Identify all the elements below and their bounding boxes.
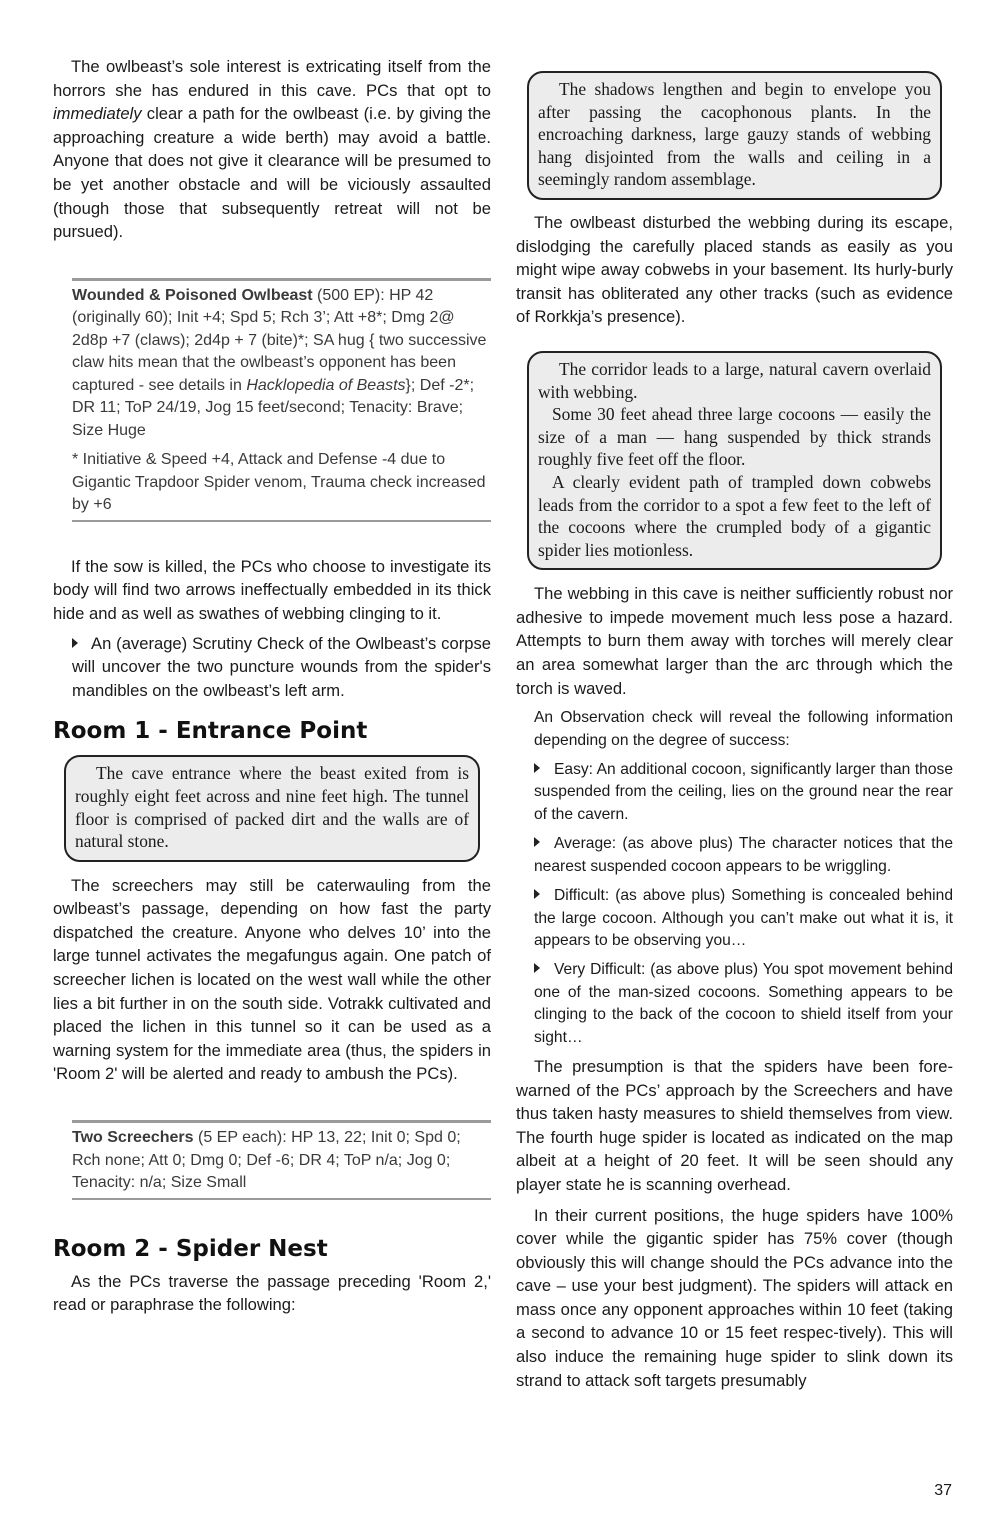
- check-very-difficult: Very Difficult: (as above plus) You spot movement behind one of the man-sized cocoons. Something appears to be clinging to the back of the cocoon to shield itself from your sight…: [534, 961, 953, 1046]
- positions-paragraph: In their current positions, the huge spiders have 100% cover while the gigantic spider has 75% cover (though obviously this will change should the PCs advance into the cave – use your best judgment). The spiders will attack en mass once any opponent approaches within 10 feet (taking a second to advance 10 or 15 feet respec-tively). This will also induce the remaining huge spider to slink down its strand to attack soft targets presumably: [516, 1205, 953, 1390]
- bullet-triangle-icon: [72, 638, 78, 648]
- scrutiny-bullet: An (average) Scrutiny Check of the Owlbeast’s corpse will uncover the two puncture wounds from the spider's mandibles on the owlbeast’s left arm.: [72, 633, 491, 700]
- owlbeast-note: * Initiative & Speed +4, Attack and Defense -4 due to Gigantic Trapdoor Spider venom, Trauma check increased by +6: [72, 451, 486, 514]
- bullet-triangle-icon: [534, 837, 540, 847]
- left-column: [53, 55, 491, 1317]
- check-easy: Easy: An additional cocoon, significantly larger than those suspended from the ceiling, lies on the ground near the rear of the cavern.: [534, 761, 953, 823]
- page-number: 37: [934, 1482, 952, 1499]
- room1-readaloud-box: [64, 755, 480, 861]
- owlbeast-statblock: [72, 278, 491, 522]
- webbing-paragraph: The webbing in this cave is neither sufficiently robust nor adhesive to impede movement much less pose a hazard. Attempts to burn them away with torches will merely clear an area somewhat larger than the arc through which the torch is waved.: [516, 584, 953, 698]
- presumption-paragraph: The presumption is that the spiders have been fore-warned of the PCs’ approach by the Screechers and have thus taken hasty measures to shield themselves from view. The fourth huge spider is located as indicated on the map albeit at a height of 20 feet. It will be seen should any player state he is scanning overhead.: [516, 1056, 953, 1194]
- shadows-readaloud-text: The shadows lengthen and begin to envelope you after passing the cacophonous plants. In the encroaching darkness, large gauzy stands of webbing hang disjointed from the walls and ceiling in a seemingly random assemblage.: [538, 79, 931, 190]
- intro-paragraph: The owlbeast’s sole interest is extricating itself from the horrors she has endured in this cave. PCs that opt to immediately clear a path for the owlbeast (i.e. by giving the approaching creature a wide berth) may avoid a battle. Anyone that does not give it clearance will be presumed to be yet another obstacle and will be viciously assaulted (though those that subsequently retreat will not be pursued).: [53, 57, 491, 242]
- shadows-readaloud-box: [527, 71, 942, 200]
- observation-intro: An Observation check will reveal the following information depending on the degree of success:: [534, 709, 953, 749]
- bullet-triangle-icon: [534, 763, 540, 773]
- right-column: [516, 71, 953, 1392]
- screechers-statblock: [72, 1120, 491, 1200]
- sow-paragraph: If the sow is killed, the PCs who choose to investigate its body will find two arrows ineffectually embedded in its thick hide and as well as swathes of webbing clinging to it.: [53, 556, 491, 623]
- cavern-readaloud-line: Some 30 feet ahead three large cocoons — easily the size of a man — hang suspended by thick strands roughly five feet off the floor.: [538, 404, 931, 470]
- disturbed-paragraph: The owlbeast disturbed the webbing during its escape, dislodging the carefully placed stands as easily as you might wipe away cobwebs in your basement. Its hurly-burly transit has obliterated any other tracks (such as evidence of Rorkkja’s presence).: [516, 212, 953, 327]
- cavern-readaloud-box: [527, 351, 942, 570]
- screechers-stats: Two Screechers (5 EP each): HP 13, 22; Init 0; Spd 0; Rch none; Att 0; Dmg 0; Def -6; DR 4; ToP n/a; Jog 0; Tenacity: n/a; Size Small: [72, 1129, 461, 1192]
- bullet-triangle-icon: [534, 963, 540, 973]
- bullet-triangle-icon: [534, 889, 540, 899]
- cavern-readaloud-line: A clearly evident path of trampled down cobwebs leads from the corridor to a spot a few feet to the left of the cocoons where the crumpled body of a gigantic spider lies motionless.: [538, 471, 931, 560]
- room1-readaloud-text: The cave entrance where the beast exited from is roughly eight feet across and nine feet high. The tunnel floor is comprised of packed dirt and the walls are of natural stone.: [75, 763, 469, 852]
- owlbeast-stats: Wounded & Poisoned Owlbeast (500 EP): HP 42 (originally 60); Init +4; Spd 5; Rch 3’; Att +8*; Dmg 2@ 2d8p +7 (claws); 2d4p + 7 (bite)*; SA hug { two successive claw hits mean that the owlbeast’s opponent has been captured - see details in Hacklopedia of Beasts}; Def -2*; DR 11; ToP 24/19, Jog 15 feet/second; Tenacity: Brave; Size Huge: [72, 286, 487, 439]
- check-average: Average: (as above plus) The character notices that the nearest suspended cocoon appears to be wriggling.: [534, 835, 953, 875]
- cavern-readaloud-line: The corridor leads to a large, natural cavern overlaid with webbing.: [538, 358, 931, 402]
- room2-intro: As the PCs traverse the passage preceding 'Room 2,' read or paraphrase the following:: [53, 1271, 491, 1315]
- room2-heading: Room 2 - Spider Nest: [53, 1235, 328, 1262]
- room1-heading: Room 1 - Entrance Point: [53, 718, 368, 745]
- check-difficult: Difficult: (as above plus) Something is concealed behind the large cocoon. Although you can’t make out what it is, it appears to be observing you…: [534, 887, 953, 949]
- screechers-paragraph: The screechers may still be caterwauling from the owlbeast’s passage, depending on how fast the party dispatched the creature. Anyone who delves 10’ into the large tunnel activates the megafungus again. One patch of screecher lichen is located on the west wall while the other lies a bit further in on the south side. Votrakk cultivated and placed the lichen in this tunnel so it can be used as a warning system for the immediate area (thus, the spiders in 'Room 2' will be alerted and ready to ambush the PCs).: [53, 875, 491, 1084]
